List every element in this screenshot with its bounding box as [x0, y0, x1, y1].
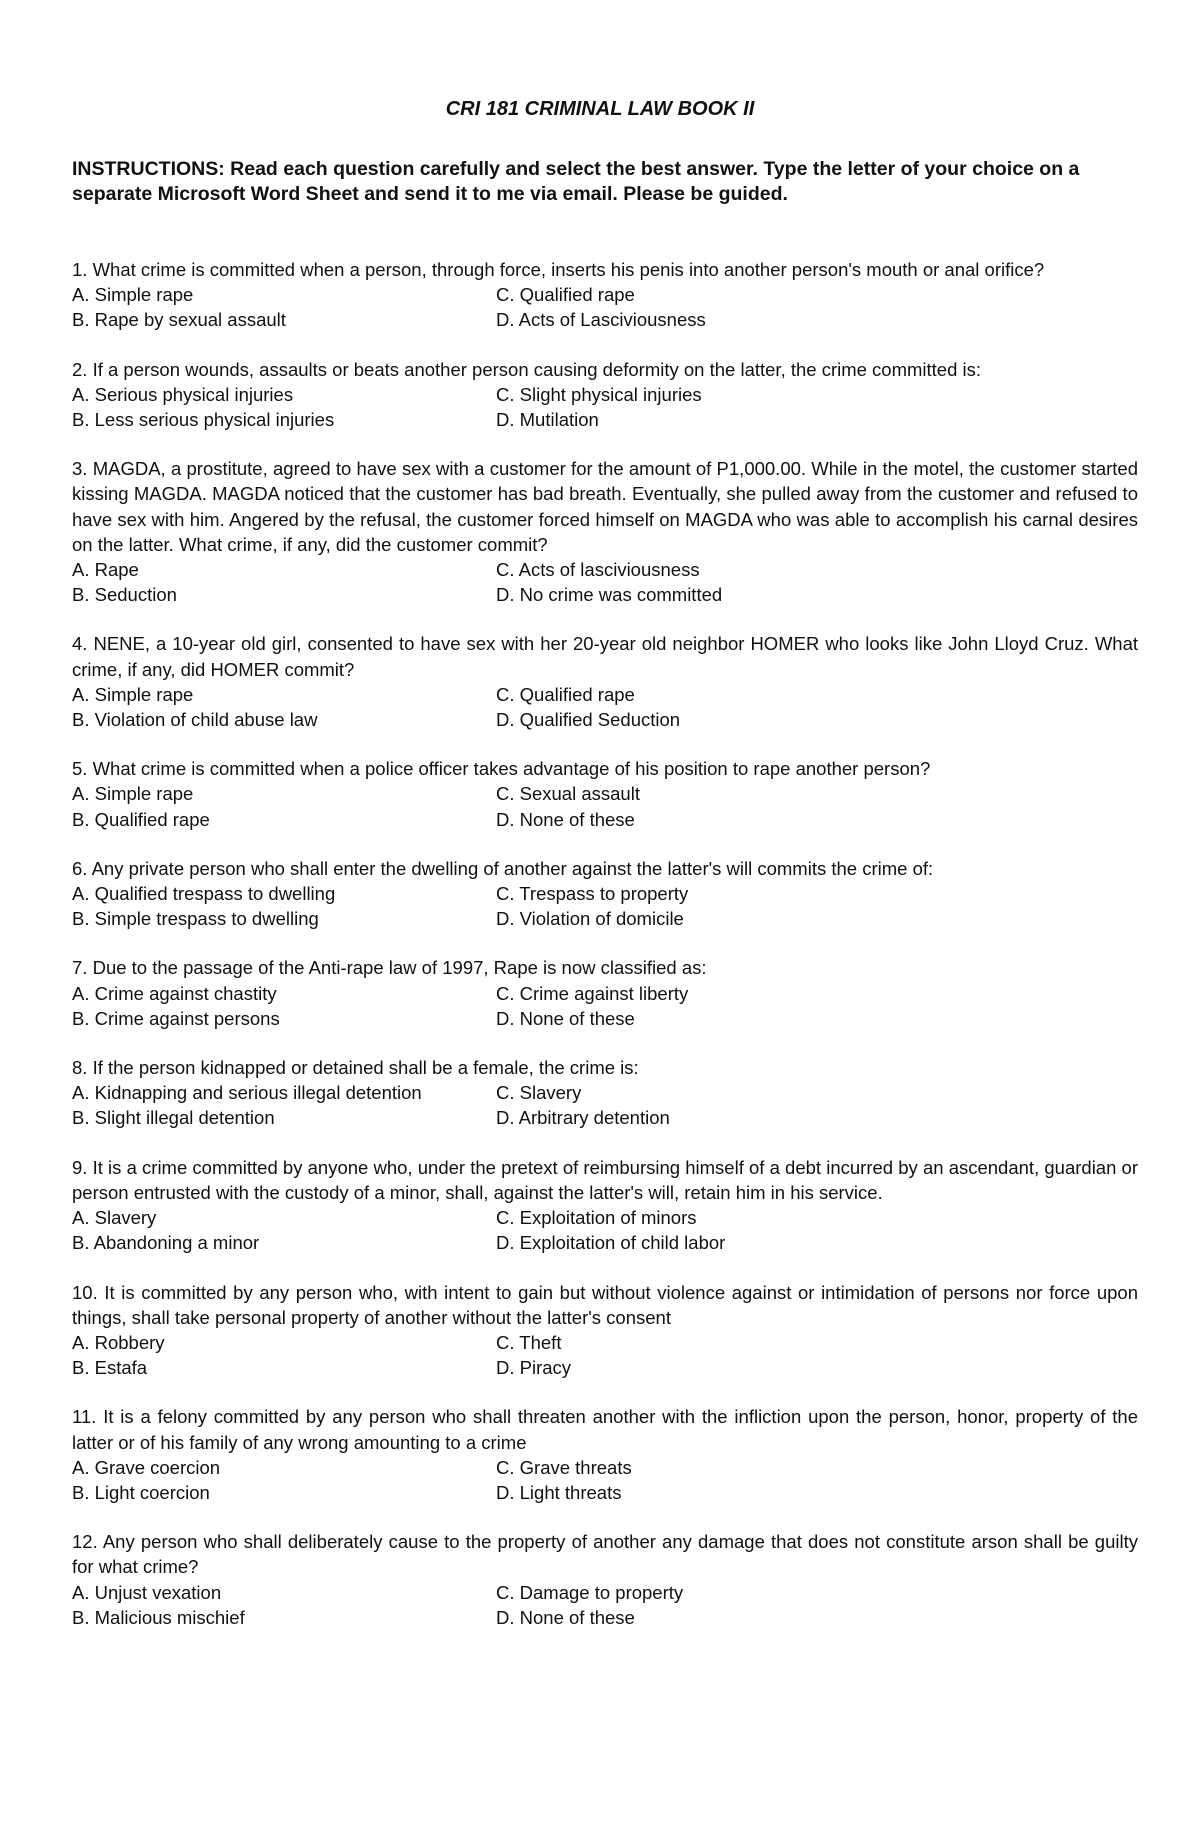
question-number: 10.	[72, 1281, 98, 1303]
question-stem	[72, 1404, 1138, 1454]
answer-choice: B. Simple trespass to dwelling	[72, 908, 319, 930]
answer-choices	[72, 981, 1138, 1031]
answer-choices	[72, 1205, 1138, 1255]
question-item	[72, 856, 1138, 932]
question-text: It is committed by any person who, with intent to gain but without violence against or intimidation of persons nor force upon things, shall take personal property of another without the latter's consent	[72, 1281, 1138, 1328]
answer-choice: D. No crime was committed	[496, 584, 723, 606]
question-item	[72, 357, 1138, 433]
answer-choice: D. Light threats	[496, 1481, 622, 1503]
answer-choices	[72, 781, 1138, 831]
answer-choice: A. Simple rape	[72, 683, 194, 705]
question-stem	[72, 1529, 1138, 1579]
answer-choice: D. Qualified Seduction	[496, 709, 681, 731]
question-stem	[72, 257, 1138, 282]
answer-choice: C. Qualified rape	[496, 284, 635, 306]
question-text: NENE, a 10-year old girl, consented to have sex with her 20-year old neighbor HOMER who looks like John Lloyd Cruz. What crime, if any, did HOMER commit?	[72, 633, 1139, 680]
answer-choice: D. Arbitrary detention	[496, 1107, 670, 1129]
question-item	[72, 1404, 1138, 1505]
answer-choice: D. Violation of domicile	[496, 908, 684, 930]
answer-choices	[72, 1455, 1138, 1505]
answer-choice: B. Violation of child abuse law	[72, 709, 318, 731]
answer-choice: A. Kidnapping and serious illegal detention	[72, 1082, 422, 1104]
question-number: 4.	[72, 633, 88, 655]
answer-choices	[72, 682, 1138, 732]
question-text: Due to the passage of the Anti-rape law of 1997, Rape is now classified as:	[92, 957, 707, 979]
answer-choice: A. Simple rape	[72, 783, 194, 805]
question-number: 1.	[72, 259, 88, 280]
question-number: 12.	[72, 1531, 98, 1553]
question-number: 7.	[72, 957, 88, 979]
answer-choice: C. Sexual assault	[496, 783, 640, 805]
answer-choice: D. None of these	[496, 1606, 635, 1628]
question-text: What crime is committed when a police officer takes advantage of his position to rape another person?	[92, 758, 931, 780]
question-stem	[72, 756, 1138, 781]
answer-choices	[72, 1080, 1138, 1130]
answer-choice: B. Malicious mischief	[72, 1606, 245, 1628]
instructions: INSTRUCTIONS: Read each question carefully and select the best answer. Type the letter of your choice on a separate Microsoft Word Sheet and send it to me via email. Please be guided.	[72, 158, 1080, 205]
answer-choice: C. Slight physical injuries	[496, 383, 702, 405]
answer-choice: C. Damage to property	[496, 1581, 684, 1603]
question-number: 2.	[72, 358, 88, 380]
question-text: MAGDA, a prostitute, agreed to have sex with a customer for the amount of P1,000.00. While in the motel, the customer started kissing MAGDA. MAGDA noticed that the customer has bad breath. Eventually, she pulled away from the customer and refused to have sex with him. Angered by the refusal, the customer forced himself on MAGDA who was able to accomplish his carnal desires on the latter. What crime, if any, did the customer commit?	[72, 458, 1138, 555]
question-stem	[72, 456, 1138, 557]
question-stem	[72, 1155, 1138, 1205]
question-item	[72, 756, 1138, 832]
answer-choice: C. Acts of lasciviousness	[496, 559, 700, 581]
answer-choice: B. Slight illegal detention	[72, 1107, 275, 1129]
answer-choice: B. Crime against persons	[72, 1007, 280, 1029]
question-number: 8.	[72, 1057, 88, 1079]
question-item	[72, 955, 1138, 1031]
answer-choice: C. Theft	[496, 1331, 562, 1353]
answer-choice: A. Unjust vexation	[72, 1581, 222, 1603]
page-title: CRI 181 CRIMINAL LAW BOOK II	[445, 98, 755, 120]
answer-choice: A. Crime against chastity	[72, 982, 277, 1004]
question-text: Any person who shall deliberately cause to the property of another any damage that does not constitute arson shall be guilty for what crime?	[72, 1531, 1138, 1578]
question-stem	[72, 1055, 1138, 1080]
question-list	[72, 257, 1138, 1654]
question-text: If the person kidnapped or detained shall be a female, the crime is:	[92, 1057, 639, 1079]
answer-choice: C. Exploitation of minors	[496, 1207, 697, 1229]
answer-choice: C. Trespass to property	[496, 883, 689, 905]
answer-choice: C. Crime against liberty	[496, 982, 689, 1004]
question-item	[72, 1280, 1138, 1381]
question-number: 5.	[72, 758, 88, 780]
answer-choice: C. Qualified rape	[496, 683, 635, 705]
answer-choice: B. Estafa	[72, 1357, 148, 1379]
question-number: 9.	[72, 1156, 88, 1178]
answer-choice: A. Slavery	[72, 1207, 157, 1229]
answer-choice: D. None of these	[496, 1007, 635, 1029]
answer-choice: D. None of these	[496, 808, 635, 830]
answer-choice: A. Rape	[72, 559, 139, 581]
question-text: If a person wounds, assaults or beats another person causing deformity on the latter, the crime committed is:	[92, 358, 982, 380]
answer-choice: C. Grave threats	[496, 1456, 632, 1478]
answer-choice: A. Robbery	[72, 1331, 165, 1353]
question-number: 3.	[72, 458, 88, 480]
answer-choice: B. Light coercion	[72, 1481, 210, 1503]
question-item	[72, 1529, 1138, 1630]
answer-choice: C. Slavery	[496, 1082, 582, 1104]
answer-choice: A. Serious physical injuries	[72, 383, 294, 405]
question-text: Any private person who shall enter the dwelling of another against the latter's will commits the crime of:	[91, 857, 934, 879]
question-item	[72, 1055, 1138, 1131]
answer-choice: A. Qualified trespass to dwelling	[72, 883, 336, 905]
answer-choices	[72, 382, 1138, 432]
question-number: 6.	[72, 857, 88, 879]
answer-choice: B. Seduction	[72, 584, 177, 606]
question-item	[72, 456, 1138, 607]
question-text: It is a crime committed by anyone who, under the pretext of reimbursing himself of a debt incurred by an ascendant, guardian or person entrusted with the custody of a minor, shall, against the latter's will, retain him in his service.	[72, 1156, 1138, 1203]
answer-choices	[72, 1580, 1138, 1630]
answer-choice: A. Simple rape	[72, 284, 194, 306]
question-item	[72, 1155, 1138, 1256]
question-stem	[72, 631, 1138, 681]
question-number: 11.	[72, 1406, 97, 1428]
question-item	[72, 257, 1138, 333]
answer-choice: B. Rape by sexual assault	[72, 309, 286, 331]
question-stem	[72, 955, 1138, 980]
answer-choices	[72, 557, 1138, 607]
answer-choice: B. Less serious physical injuries	[72, 409, 335, 431]
answer-choice: B. Abandoning a minor	[72, 1232, 260, 1254]
question-text: It is a felony committed by any person who shall threaten another with the infliction upon the person, honor, property of the latter or of his family of any wrong amounting to a crime	[72, 1406, 1139, 1453]
question-stem	[72, 357, 1138, 382]
answer-choice: D. Piracy	[496, 1357, 572, 1379]
question-stem	[72, 856, 1138, 881]
question-stem	[72, 1280, 1138, 1330]
answer-choice: A. Grave coercion	[72, 1456, 221, 1478]
answer-choice: D. Mutilation	[496, 409, 599, 431]
answer-choice: D. Exploitation of child labor	[496, 1232, 726, 1254]
question-text: What crime is committed when a person, through force, inserts his penis into another person's mouth or anal orifice?	[92, 259, 1045, 280]
answer-choices	[72, 282, 1138, 332]
answer-choice: B. Qualified rape	[72, 808, 210, 830]
answer-choices	[72, 881, 1138, 931]
answer-choice: D. Acts of Lasciviousness	[496, 309, 706, 331]
question-item	[72, 631, 1138, 732]
answer-choices	[72, 1330, 1138, 1380]
